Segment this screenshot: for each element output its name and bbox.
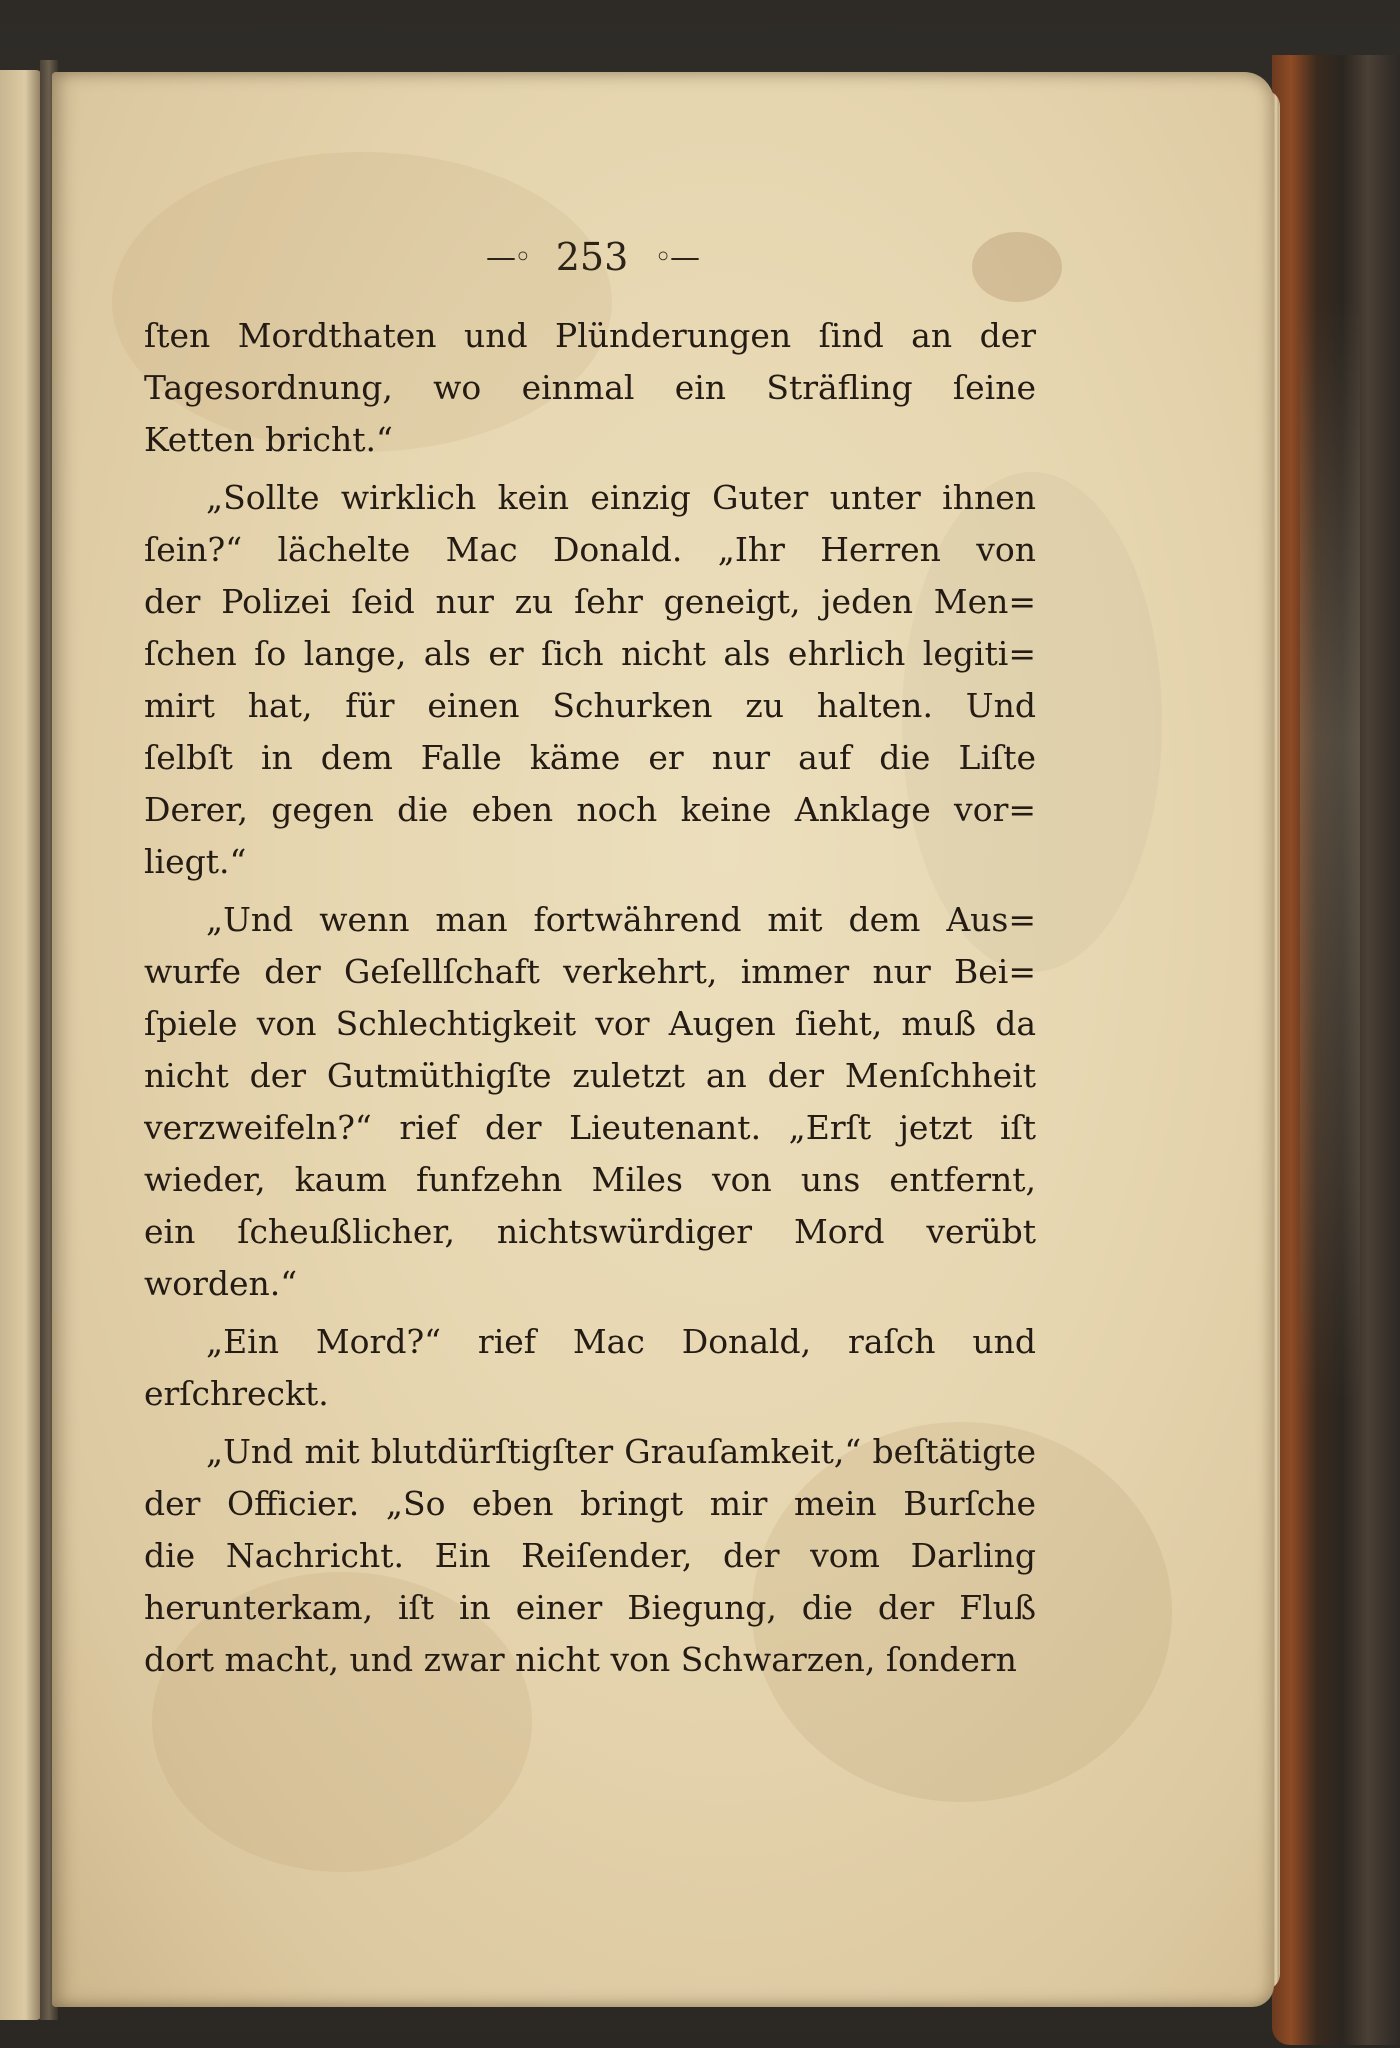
text-line: erſchreckt. xyxy=(144,1374,329,1413)
text-line: Derer, gegen die eben noch keine Anklage vor= xyxy=(144,790,1036,829)
paragraph xyxy=(144,894,1036,1310)
text-line: „Und wenn man fortwährend mit dem Aus= xyxy=(206,900,1036,939)
text-line: die Nachricht. Ein Reiſender, der vom Darling xyxy=(144,1536,1036,1575)
text-line: verzweifeln?“ rief der Lieutenant. „Erſt jetzt iſt xyxy=(144,1108,1036,1147)
header-ornament-right: ◦— xyxy=(654,239,698,275)
text-line: herunterkam, iſt in einer Biegung, die der Fluß xyxy=(144,1588,1036,1627)
body-text xyxy=(144,310,1036,1686)
text-line: ſchen ſo lange, als er ſich nicht als ehrlich legiti= xyxy=(144,634,1036,673)
text-line: Ketten bricht.“ xyxy=(144,420,393,459)
text-line: ſpiele von Schlechtigkeit vor Augen ſieht, muß da xyxy=(144,1004,1036,1043)
text-line: ſelbſt in dem Falle käme er nur auf die Liſte xyxy=(144,738,1036,777)
page-header xyxy=(462,232,722,282)
paragraph xyxy=(144,1426,1036,1686)
text-line: „Sollte wirklich kein einzig Guter unter ihnen xyxy=(206,478,1036,517)
paragraph xyxy=(144,1316,1036,1420)
text-line: Tagesordnung, wo einmal ein Sträfling ſeine xyxy=(144,368,1036,407)
page-number: 253 xyxy=(555,235,629,279)
text-line: worden.“ xyxy=(144,1264,298,1303)
text-line: ſten Mordthaten und Plünderungen ſind an der xyxy=(144,316,1036,355)
text-line: nicht der Gutmüthigſte zuletzt an der Menſchheit xyxy=(144,1056,1036,1095)
text-line: der Polizei ſeid nur zu ſehr geneigt, jeden Men= xyxy=(144,582,1036,621)
text-line: liegt.“ xyxy=(144,842,247,881)
cover-wear xyxy=(1300,300,1360,1400)
text-line: wurfe der Geſellſchaft verkehrt, immer nur Bei= xyxy=(144,952,1036,991)
facing-page-edge xyxy=(0,70,42,2020)
text-line: ſein?“ lächelte Mac Donald. „Ihr Herren von xyxy=(144,530,1036,569)
header-ornament-left: —◦ xyxy=(486,239,530,275)
foxing-stain xyxy=(972,232,1062,302)
paragraph xyxy=(144,310,1036,466)
text-line: „Und mit blutdürſtigſter Grauſamkeit,“ beſtätigte xyxy=(206,1432,1036,1471)
text-line: dort macht, und zwar nicht von Schwarzen, ſondern xyxy=(144,1640,1017,1679)
text-line: wieder, kaum funfzehn Miles von uns entfernt, xyxy=(144,1160,1036,1199)
paragraph xyxy=(144,472,1036,888)
text-line: mirt hat, für einen Schurken zu halten. Und xyxy=(144,686,1036,725)
text-line: „Ein Mord?“ rief Mac Donald, raſch und xyxy=(206,1322,1036,1361)
text-line: ein ſcheußlicher, nichtswürdiger Mord verübt xyxy=(144,1212,1036,1251)
text-line: der Officier. „So eben bringt mir mein Burſche xyxy=(144,1484,1036,1523)
